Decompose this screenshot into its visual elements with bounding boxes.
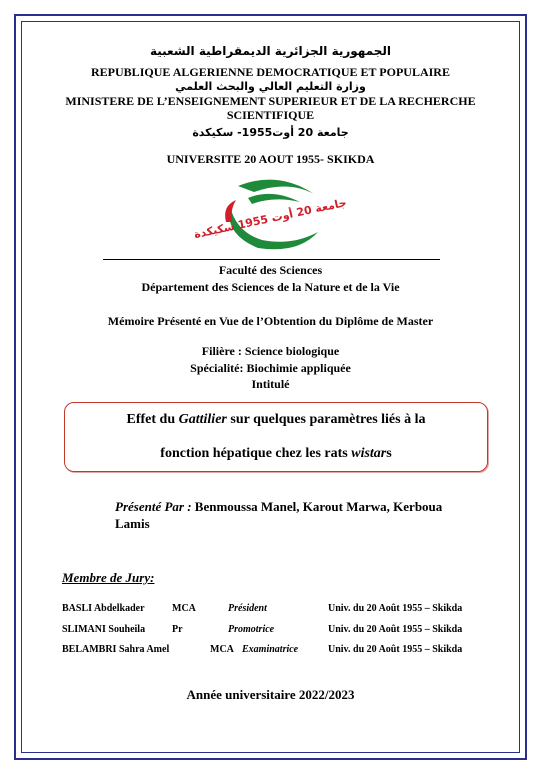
memoire-title: Mémoire Présenté en Vue de l’Obtention du Diplôme de Master (107, 314, 434, 328)
intitule: Intitulé (251, 377, 290, 391)
republic-title: REPUBLIQUE ALGERIENNE DEMOCRATIQUE ET POPULAIRE (91, 65, 450, 79)
jury-name: SLIMANI Souheila (62, 624, 146, 635)
jury-name: BELAMBRI Sahra Amel (62, 644, 170, 655)
presented-by (115, 498, 475, 532)
thesis-title-box (64, 402, 488, 472)
jury-role: Examinatrice (242, 644, 299, 655)
specialite: Spécialité: Biochimie appliquée (190, 361, 351, 375)
arabic-republic: الجمهورية الجزائرية الديمقراطية الشعبية (149, 44, 392, 58)
department-name: Département des Sciences de la Nature et de la Vie (141, 280, 400, 294)
university-logo (192, 176, 348, 252)
presented-by-label: Présenté Par : (115, 499, 195, 514)
jury-univ: Univ. du 20 Août 1955 – Skikda (328, 603, 463, 614)
ministry-title: MINISTERE DE L’ENSEIGNEMENT SUPERIEUR ET DE LA RECHERCHE SCIENTIFIQUE (65, 94, 476, 122)
arabic-university: جامعة 20 أوت1955- سكيكدة (192, 126, 349, 139)
jury-name: BASLI Abdelkader (62, 603, 145, 614)
thesis-title-line-2: fonction hépatique chez les rats wistars (160, 446, 392, 461)
faculty-name: Faculté des Sciences (218, 263, 323, 277)
presented-by-names: Benmoussa Manel, Karout Marwa, Kerboua Lamis (115, 499, 443, 531)
jury-role: Président (228, 603, 267, 614)
arabic-ministry: وزارة التعليم العالي والبحث العلمي (175, 80, 366, 93)
jury-grade: Pr (172, 624, 183, 635)
separator-line (103, 259, 440, 260)
filiere: Filière : Science biologique (201, 344, 340, 358)
thesis-title-line-1: Effet du Gattilier sur quelques paramètres liés à la (126, 412, 426, 427)
university-title: UNIVERSITE 20 AOUT 1955- SKIKDA (166, 152, 375, 166)
logo-text: جامعة 20 أوت 1955 سكيكدة (192, 196, 348, 242)
jury-title: Membre de Jury: (62, 570, 155, 585)
jury-univ: Univ. du 20 Août 1955 – Skikda (328, 624, 463, 635)
jury-grade: MCA (210, 644, 234, 655)
jury-grade: MCA (172, 603, 196, 614)
academic-year: Année universitaire 2022/2023 (186, 687, 355, 702)
jury-univ: Univ. du 20 Août 1955 – Skikda (328, 644, 463, 655)
jury-role: Promotrice (228, 624, 275, 635)
